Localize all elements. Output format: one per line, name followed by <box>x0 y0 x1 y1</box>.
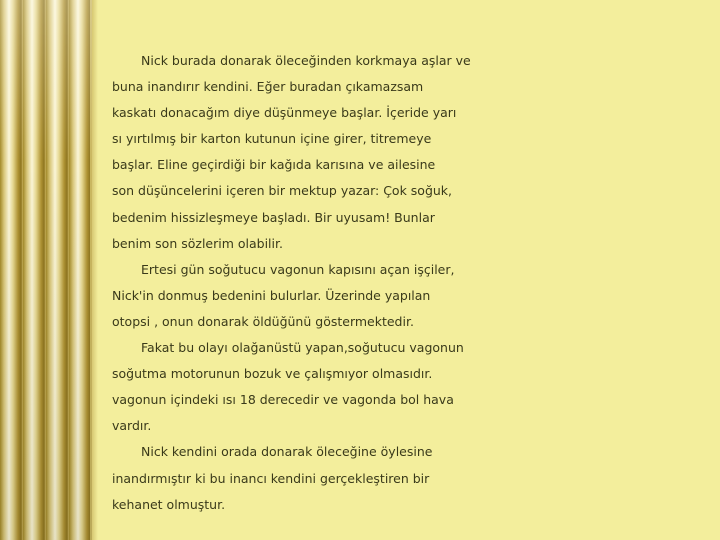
text-line: başlar. Eline geçirdiği bir kağıda karısına ve ailesine <box>112 157 436 173</box>
text-line: kaskatı donacağım diye düşünmeye başlar. İçeride yarı <box>112 105 457 121</box>
text-line: vagonun içindeki ısı 18 derecedir ve vagonda bol hava <box>112 392 454 408</box>
text-line: Ertesi gün soğutucu vagonun kapısını açan işçiler, <box>141 261 455 277</box>
text-line: soğutma motorunun bozuk ve çalışmıyor olmasıdır. <box>112 366 433 382</box>
text-line: Nick'in donmuş bedenini bulurlar. Üzerinde yapılan <box>112 287 431 303</box>
text-line: buna inandırır kendini. Eğer buradan çıkamazsam <box>112 79 424 95</box>
text-line: bedenim hissizleşmeye başladı. Bir uyusam! Bunlar <box>112 209 435 225</box>
text-line: son düşüncelerini içeren bir mektup yazar: Çok soğuk, <box>112 183 453 199</box>
text-line: vardır. <box>112 418 152 434</box>
text-line: Fakat bu olayı olağanüstü yapan,soğutucu vagonun <box>141 340 464 356</box>
text-line: inandırmıştır ki bu inancı kendini gerçekleştiren bir <box>112 470 430 486</box>
text-line: kehanet olmuştur. <box>112 496 226 512</box>
text-line: benim son sözlerim olabilir. <box>112 235 283 251</box>
text-line: Nick kendini orada donarak öleceğine öylesine <box>141 444 433 460</box>
text-line: otopsi , onun donarak öldüğünü göstermektedir. <box>112 313 414 329</box>
text-line: sı yırtılmış bir karton kutunun içine girer, titremeye <box>112 131 432 147</box>
text-line: Nick burada donarak öleceğinden korkmaya aşlar ve <box>141 53 471 68</box>
pillar-shine <box>0 0 92 540</box>
body-text <box>112 48 522 518</box>
